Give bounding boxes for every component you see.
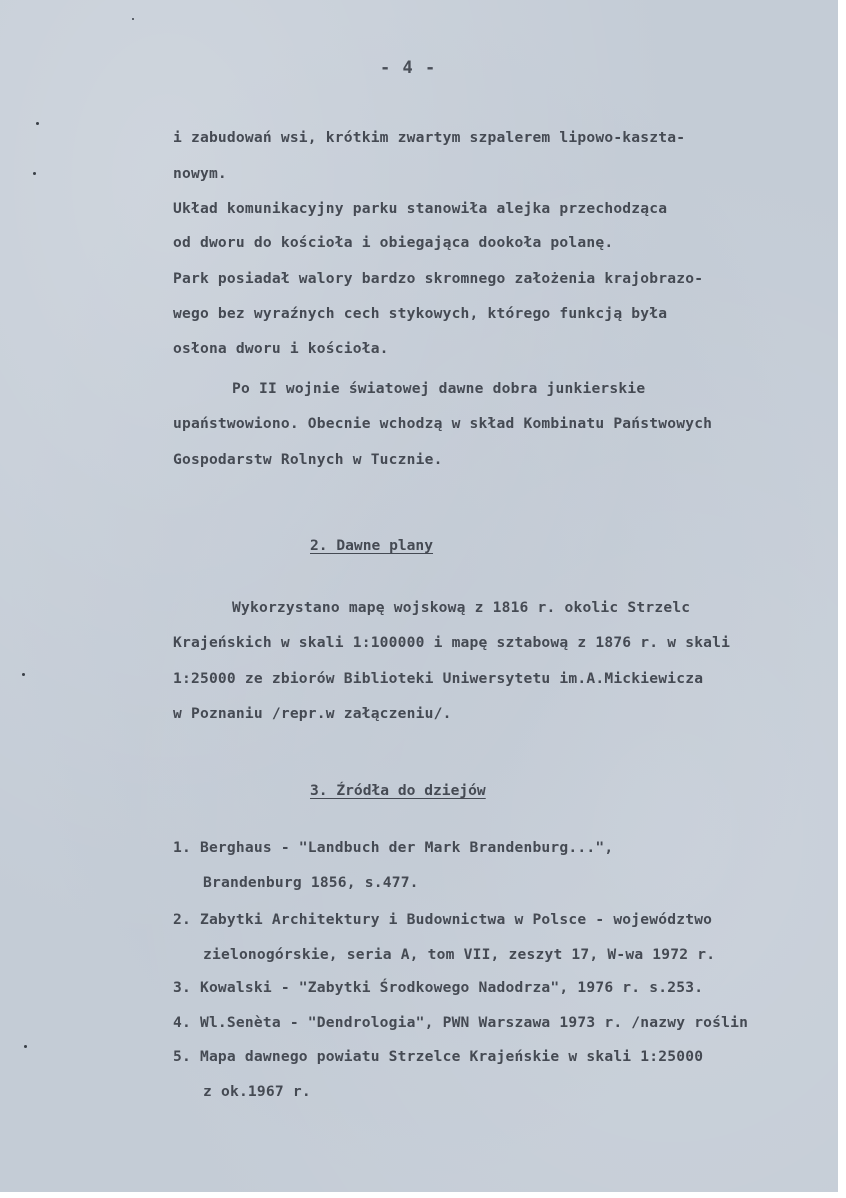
margin-mark: [24, 1045, 27, 1048]
margin-mark: [22, 673, 25, 676]
source-item-5-line-1: 5. Mapa dawnego powiatu Strzelce Krajeńskie w skali 1:25000: [173, 1048, 704, 1065]
margin-mark: [132, 18, 134, 20]
margin-mark: [36, 122, 39, 125]
section-3-heading: 3. Źródła do dziejów: [310, 782, 486, 799]
paragraph-1-line-3: Układ komunikacyjny parku stanowiła alejka przechodząca: [173, 200, 668, 217]
section-2-line-1: Wykorzystano mapę wojskową z 1816 r. okolic Strzelc: [232, 599, 691, 616]
page-edge-right: [838, 0, 846, 1198]
page-edge-bottom: [0, 1192, 846, 1198]
paragraph-1-line-6: wego bez wyraźnych cech stykowych, którego funkcją była: [173, 305, 668, 322]
paragraph-1-line-4: od dworu do kościoła i obiegająca dookoła polanę.: [173, 234, 614, 251]
source-item-4-line-1: 4. Wl.Senèta - "Dendrologia", PWN Warszawa 1973 r. /nazwy roślin: [173, 1014, 749, 1031]
paragraph-2-line-1: Po II wojnie światowej dawne dobra junkierskie: [232, 380, 646, 397]
section-2-line-4: w Poznaniu /repr.w załączeniu/.: [173, 705, 452, 722]
margin-mark: [33, 172, 36, 175]
source-item-5-line-2: z ok.1967 r.: [203, 1083, 311, 1100]
paragraph-1-line-2: nowym.: [173, 165, 227, 182]
paragraph-2-line-3: Gospodarstw Rolnych w Tucznie.: [173, 451, 443, 468]
paragraph-1-line-5: Park posiadał walory bardzo skromnego założenia krajobrazo-: [173, 270, 704, 287]
paragraph-2-line-2: upaństwowiono. Obecnie wchodzą w skład Kombinatu Państwowych: [173, 415, 713, 432]
source-item-1-line-2: Brandenburg 1856, s.477.: [203, 874, 419, 891]
source-item-3-line-1: 3. Kowalski - "Zabytki Środkowego Nadodrza", 1976 r. s.253.: [173, 979, 704, 996]
paragraph-1-line-1: i zabudowań wsi, krótkim zwartym szpalerem lipowo-kaszta-: [173, 129, 686, 146]
section-2-line-3: 1:25000 ze zbiorów Biblioteki Uniwersytetu im.A.Mickiewicza: [173, 670, 704, 687]
section-2-heading: 2. Dawne plany: [310, 537, 434, 554]
source-item-1-line-1: 1. Berghaus - "Landbuch der Mark Brandenburg...",: [173, 839, 614, 856]
paragraph-1-line-7: osłona dworu i kościoła.: [173, 340, 389, 357]
source-item-2-line-1: 2. Zabytki Architektury i Budownictwa w Polsce - województwo: [173, 911, 713, 928]
section-2-line-2: Krajeńskich w skali 1:100000 i mapę sztabową z 1876 r. w skali: [173, 634, 731, 651]
source-item-2-line-2: zielonogórskie, seria A, tom VII, zeszyt 17, W-wa 1972 r.: [203, 946, 716, 963]
page-number: - 4 -: [380, 58, 437, 78]
